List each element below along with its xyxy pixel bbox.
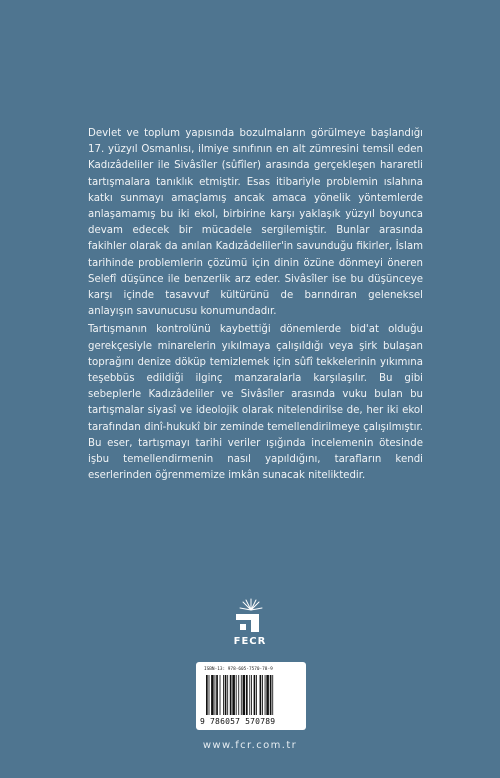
barcode (196, 662, 306, 730)
barcode-digits: 9 786057 570789 (200, 717, 276, 726)
back-cover-blurb (88, 126, 423, 486)
isbn-label: ISBN-13: 978-605-7570-78-9 (204, 667, 273, 672)
fecr-star-crescent-icon (225, 596, 275, 656)
publisher-website[interactable]: www.fcr.com.tr (202, 740, 298, 751)
blurb-paragraph-2: Tartışmanın kontrolünü kaybettiği dönemlerde bid'at olduğu gerekçesiyle minarelerin yıkılmaya çalışıldığı veya şirk bulaşan toprağını denize döküp temizlemek için sûfî tekkelerinin yıkımına teşebbüs edildiği ilginç manzaralarla karşılaşılır. Bu gibi sebeplerle Kadızâdeliler ve Sivâsîler arasında vuku bulan bu tartışmalar siyasî ve ideolojik olarak nitelendirilse de, her iki ekol tarafından dinî-hukukî bir zeminde temellendirilmeye çalışılmıştır. Bu eser, tartışmayı tarihi veriler ışığında incelemenin ötesinde işbu temellendirmenin nasıl yapıldığını, tarafların kendi eserlerinden öğrenmemize imkân sunacak niteliktedir. (88, 324, 423, 482)
blurb-paragraph-1: Devlet ve toplum yapısında bozulmaların görülmeye başlandığı 17. yüzyıl Osmanlısı, ilmiye sınıfının en alt zümresini temsil eden Kadızâdeliler ile Sivâsîler (sûfîler) arasında gerçekleşen hararetli tartışmalara tanıklık etmiştir. Esas itibariyle problemin ıslahına katkı sunmayı amaçlamış ancak amaca yönelik yöntemlerde anlaşamamış bu iki ekol, birbirine karşı yaklaşık yüzyıl boyunca devam edecek bir mücadele sergilemiştir. Bunlar arasında fakihler olarak da anılan Kadızâdeliler'in savunduğu fikirler, İslam tarihinde problemlerin çözümü için dinin özüne dönmeyi öneren Selefî düşünce ile benzerlik arz eder. Sivâsîler ise bu düşünceye karşı içinde tasavvuf kültürünü de barındıran geleneksel anlayışın savunucusu konumundadır. (88, 128, 423, 318)
publisher-name: FECR (233, 636, 267, 647)
barcode-bars (206, 675, 296, 717)
